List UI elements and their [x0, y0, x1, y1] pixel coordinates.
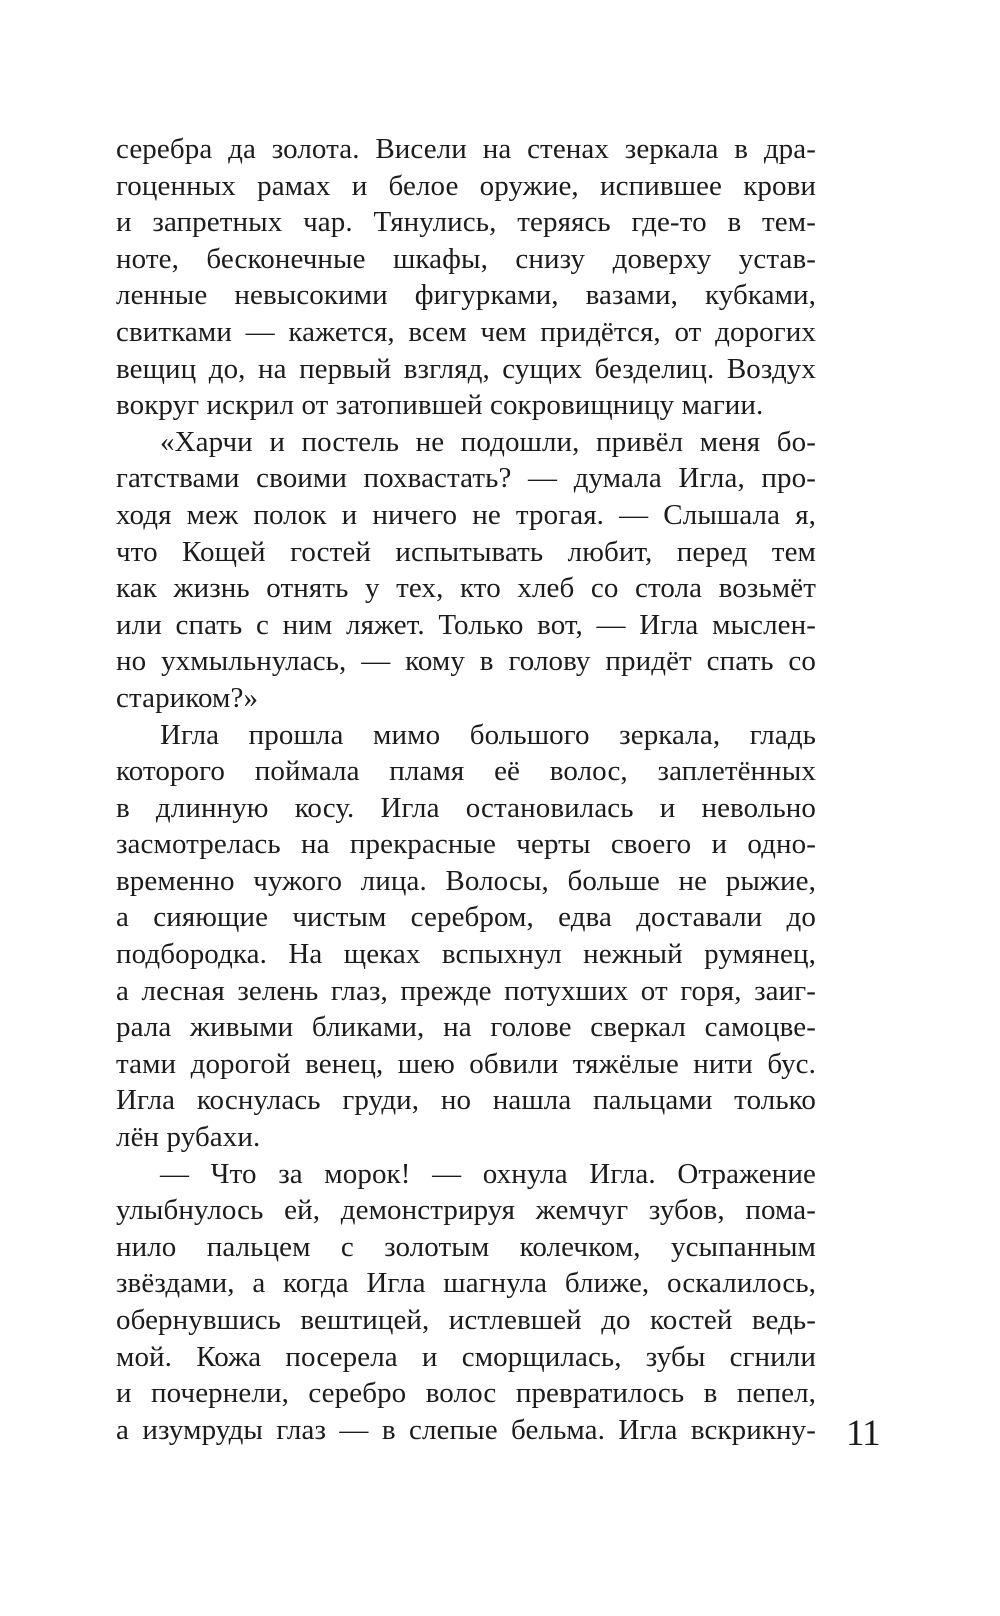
text-line: лён рубахи. [116, 1121, 261, 1154]
text-line: засмотрелась на прекрасные черты своего и одно- [116, 828, 816, 861]
text-line: улыбнулось ей, демонстрируя жемчуг зубов, пома- [116, 1194, 816, 1227]
text-line: обернувшись вештицей, истлевшей до костей ведь- [116, 1304, 816, 1336]
text-line: которого поймала пламя её волос, заплетённых [116, 755, 816, 788]
text-line: нило пальцем с золотым колечком, усыпанным [116, 1230, 816, 1263]
text-line: рала живыми бликами, на голове сверкал самоцве- [116, 1011, 816, 1044]
text-line: тами дорогой венец, шею обвили тяжёлые нити бус. [116, 1047, 816, 1080]
text-line: звёздами, а когда Игла шагнула ближе, оскалилось, [116, 1267, 816, 1300]
text-line: а изумруды глаз — в слепые бельма. Игла вскрикну- [116, 1413, 816, 1446]
text-line: ходя меж полок и ничего не трогая. — Слышала я, [116, 498, 816, 531]
text-line: ноте, бесконечные шкафы, снизу доверху устав- [116, 242, 816, 275]
text-line: вокруг искрил от затопившей сокровищницу магии. [116, 389, 764, 422]
text-line: Игла коснулась груди, но нашла пальцами только [116, 1084, 816, 1117]
text-line: и почернели, серебро волос превратилось в пепел, [116, 1377, 816, 1410]
page-number: 11 [846, 1413, 880, 1454]
text-line: временно чужого лица. Волосы, больше не рыжие, [116, 864, 816, 897]
text-line: серебра да золота. Висели на стенах зеркала в дра- [116, 133, 816, 165]
text-line: что Кощей гостей испытывать любит, перед тем [116, 535, 816, 568]
text-line: «Харчи и постель не подошли, привёл меня бо- [160, 425, 816, 458]
text-line: гоценных рамах и белое оружие, испившее крови [116, 169, 816, 202]
body-text [116, 131, 816, 1448]
text-line: подбородка. На щеках вспыхнул нежный румянец, [116, 938, 816, 971]
text-line: или спать с ним ляжет. Только вот, — Игла мыслен- [116, 608, 816, 641]
text-line: гатствами своими похвастать? — думала Игла, про- [116, 462, 816, 495]
text-line: в длинную косу. Игла остановилась и невольно [116, 791, 816, 824]
text-line: Игла прошла мимо большого зеркала, гладь [160, 718, 816, 751]
text-line: мой. Кожа посерела и сморщилась, зубы сгнили [116, 1340, 816, 1373]
text-line: стариком?» [116, 681, 259, 714]
text-line: вещиц до, на первый взгляд, сущих безделиц. Воздух [116, 352, 816, 385]
text-line: а сияющие чистым серебром, едва доставали до [116, 901, 816, 934]
text-line: но ухмыльнулась, — кому в голову придёт спать со [116, 645, 816, 678]
text-line: — Что за морок! — охнула Игла. Отражение [160, 1157, 816, 1190]
text-line: а лесная зелень глаз, прежде потухших от горя, заиг- [116, 974, 816, 1007]
text-line: ленные невысокими фигурками, вазами, кубками, [116, 279, 816, 312]
text-line: как жизнь отнять у тех, кто хлеб со стола возьмёт [116, 572, 816, 605]
text-line: свитками — кажется, всем чем придётся, от дорогих [116, 315, 816, 348]
text-line: и запретных чар. Тянулись, теряясь где-то в тем- [116, 206, 816, 239]
